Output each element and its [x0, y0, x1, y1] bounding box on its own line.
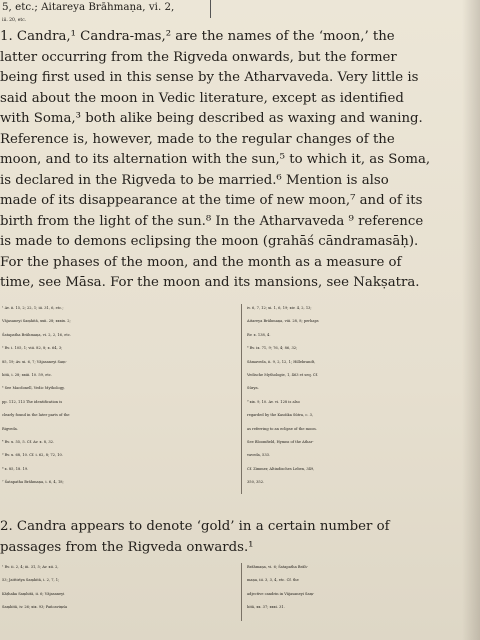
top-line-2: iii. 20, etc. — [2, 18, 27, 23]
footnotes-right-column — [247, 302, 477, 490]
footnote-line: ¹ Av. ii. 15, 2; 22, 1; iii. 31, 6, etc.; — [2, 306, 64, 310]
footnote-line: See Bloomfield, Hymns of the Athar- — [247, 440, 314, 445]
footnote-line: regarded by the Kauśika Sūtra, c. 3, — [247, 413, 314, 418]
footnotes2-left-column — [2, 561, 234, 615]
footnotes-entry-2 — [0, 561, 480, 621]
footnote-line: pp. 112, 113 The identification is — [2, 399, 63, 404]
entry1-line: For the phases of the moon, and the month as a measure of — [0, 254, 402, 270]
top-line-1: 5, etc.; Aitareya Brāhmaṇa, vi. 2, — [2, 1, 175, 13]
footnote-line: 85, 19; Av. xi. 6, 7; Vājasaneyi Saṃ- — [2, 359, 67, 364]
footnote-line: vaveda, 533. — [247, 453, 271, 458]
entry1-line: latter occurring from the Rigveda onwards, but the former — [0, 49, 397, 65]
footnote-line: ² Rv. i. 105, 1; viii. 82, 8; x. 64, 3; — [2, 346, 63, 351]
footnotes2-right-column — [247, 561, 477, 615]
footnote-line: Cf. Zimmer, Altindisches Leben, 349, — [247, 466, 315, 471]
footnote-line: Sūrya. — [247, 386, 259, 391]
footnote-line: Kāṭhaka Saṃhitā, ii. 6; Vājasaneyi — [2, 591, 65, 596]
entry1-line: birth from the light of the sun.⁸ In the Atharvaveda ⁹ reference — [0, 213, 424, 229]
previous-footnote-tail — [2, 0, 174, 28]
entry1-line: said about the moon in Vedic literature, except as identified — [0, 90, 404, 106]
entry-candra-2 — [0, 517, 480, 558]
footnote-line: iv. 6, 7, 12; xi. 1, 6, 19; xiv. 4, 2, 13; — [247, 306, 312, 310]
footnote-line: Sāmaveda, ii. 9, 2, 12, 1; Hillebrandt, — [247, 359, 316, 364]
footnote-line: Rigveda. — [2, 426, 18, 431]
entry2-line: passages from the Rigveda onwards.¹ — [0, 539, 254, 555]
footnote-line: Aitareya Brāhmaṇa, viii. 28, 8; perhaps — [247, 319, 319, 324]
footnotes-entry-1 — [0, 302, 480, 497]
footnote-line: as referring to an eclipse of the moon. — [247, 426, 317, 431]
footnote-line: Vedische Mythologie, 1, 463 et seq. Cf. — [247, 373, 319, 378]
footnote-line: ⁸ Rv. ix. 71, 9; 76, 4; 86, 32; — [247, 346, 298, 351]
footnote-line: Vājasaneyi Saṃhitā, xxii. 28; xxxix. 2; — [2, 319, 71, 324]
footnote-line: Śatapatha Brāhmaṇa, vi. 2, 2, 16, etc. — [2, 332, 71, 337]
entry1-line: Reference is, however, made to the regular changes of the — [0, 131, 395, 147]
footnote-line: ⁵ Rv. x. 68, 10. Cf. i. 62, 8; 72, 10. — [2, 453, 63, 458]
footnote-line: Saṃhitā, iv. 26; xix. 93; Pañcaviṃśa — [2, 605, 68, 610]
entry1-line: with Soma,³ both alike being described as waxing and waning. — [0, 111, 423, 126]
footnote-line: ⁶ x. 85, 18. 19. — [2, 466, 29, 471]
footnote-line: clearly found in the later parts of the — [2, 413, 70, 418]
entry1-line: is made to demons eclipsing the moon (grahāś cāndramasāḥ). — [0, 234, 419, 249]
entry1-line: moon, and to its alternation with the sun,⁵ to which it, as Soma, — [0, 152, 431, 167]
entry-candra-1 — [0, 27, 480, 294]
entry1-line: time, see Māsa. For the moon and its mansions, see Nakṣatra. — [0, 275, 420, 290]
footnote-line: ⁷ Śatapatha Brāhmaṇa, i. 6, 4, 18; — [2, 480, 64, 485]
footnote-column-rule — [241, 304, 242, 494]
footnote-line: hitā, xx. 37; xxxi. 31. — [247, 605, 285, 610]
footnote-line: ¹ Rv. ii. 2, 4; iii. 31, 5; Av. xii. 2, — [2, 565, 59, 569]
entry1-line: is declared in the Rigveda to be married.⁶ Mention is also — [0, 172, 389, 188]
footnote2-column-rule — [241, 563, 242, 621]
footnote-line: ⁹ xix. 9, 10. Av. vi. 128 is also — [247, 399, 300, 404]
footnote-line: maṇa, iii. 3, 3, 4, etc. Cf. the — [247, 578, 299, 583]
column-rule-top — [210, 0, 211, 18]
footnote-line: 53; Jaittirīya Saṃhitā, i. 2, 7, 1; — [2, 578, 60, 583]
footnote-line: 350, 352. — [247, 480, 265, 485]
entry1-line: made of its disappearance at the time of new moon,⁷ and of its — [0, 193, 423, 208]
footnote-line: Brāhmaṇa, vi. 6; Śatapatha Brāh- — [247, 565, 308, 569]
footnote-line: hitā, i. 28; xxiii. 10. 59, etc. — [2, 373, 52, 378]
footnote-line: adjective candrin in Vājasaneyi Saṃ- — [247, 591, 315, 596]
footnotes-left-column — [2, 302, 234, 490]
entry1-line: being first used in this sense by the Atharvaveda. Very little is — [0, 70, 419, 85]
footnote-line: ³ See Macdonell, Vedic Mythology, — [2, 386, 65, 391]
footnote-line: ⁴ Rv. x. 55, 5. Cf. Av. x. 8, 32. — [2, 440, 55, 445]
footnote-line: Rv. x. 138, 4. — [247, 332, 271, 337]
entry2-line: 2. Candra appears to denote ‘gold’ in a certain number of — [0, 519, 390, 534]
entry1-line: 1. Candra,¹ Candra-mas,² are the names of the ‘moon,’ the — [0, 29, 395, 44]
